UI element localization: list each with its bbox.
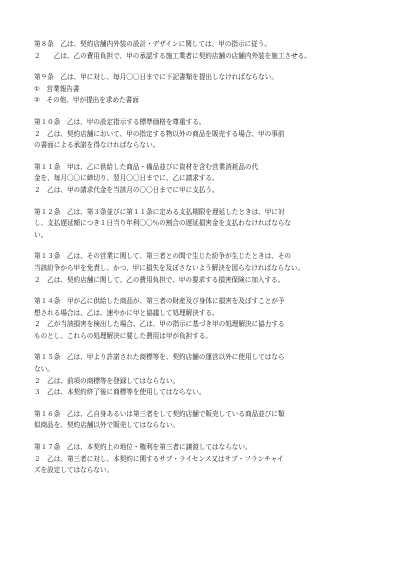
article-line: ① 営業報告書: [34, 84, 80, 93]
article-line: ズを設定してはならない。: [34, 466, 114, 475]
article-line: ２ 乙は、甲の請求代金を当該月の〇〇日までに甲に支払う。: [34, 185, 219, 194]
paragraph-gap: [34, 342, 384, 352]
article-line: ない。: [34, 365, 54, 374]
article-line: 第１７条 乙は、本契約上の地位・権利を第三者に譲渡してはならない。: [34, 443, 252, 452]
paragraph-gap: [34, 432, 384, 442]
article-line: ２ 乙は、契約店舗において、甲の指定する物以外の商品を販売する場合、甲の事前: [34, 129, 285, 138]
article-line: 第１６条 乙は、乙自身あるいは第三者をして契約店舗で販売している商品並びに類: [34, 409, 285, 418]
article-line: ２ 乙は、第三者に対し、本契約に関するサブ・ライセンス又はサブ・フランチャイ: [34, 454, 284, 463]
article-line: ３ 乙は、本契約終了後に商標等を使用してはならない。: [34, 388, 206, 397]
article-line: 当該紛争から甲を免責し、かつ、甲に損失を及ぼさないよう解決を図らなければならない。: [34, 263, 305, 272]
article-block: [34, 409, 384, 432]
article-block: [34, 207, 384, 242]
article-block: [34, 72, 384, 107]
article-line: 第１０条 乙は、甲の設定指示する標準価格を尊重する。: [34, 117, 206, 126]
document-body: [34, 39, 384, 477]
article-line: ２ 乙は、契約店舗に関して、乙の費用負担で、甲の要求する損害保険に加入する。: [34, 275, 285, 284]
article-line: ものとし、これらの処理解決に要した費用は甲が負担する。: [34, 331, 213, 340]
article-line: 想される場合は、乙は、速やかに甲と協議して処理解決する。: [34, 308, 219, 317]
article-line: い。: [34, 230, 48, 239]
article-block: [34, 39, 384, 62]
paragraph-gap: [34, 107, 384, 117]
article-line: 第１２条 乙は、第３条並びに第１１条に定める支払期限を遅延したときは、甲に対: [34, 207, 285, 216]
article-block: [34, 442, 384, 477]
article-block: [34, 117, 384, 152]
article-block: [34, 352, 384, 398]
article-line: 第１３条 乙は、その営業に関して、第三者との間で生じた紛争が生じたときは、その: [34, 252, 292, 261]
article-line: ２ 乙が当該損害を検出した場合、乙は、甲の指示に基づき甲の処理解決に協力する: [34, 320, 285, 329]
article-line: ② その他、甲が提出を求めた書面: [34, 96, 139, 105]
article-line: 第１１条 甲は、乙に供給した商品・備品並びに資材を含む営業消耗品の代: [34, 162, 259, 171]
paragraph-gap: [34, 152, 384, 162]
paragraph-gap: [34, 241, 384, 251]
article-line: 第１４条 甲が乙に供給した商品が、第三者の財産及び身体に損害を及ぼすことが予: [34, 297, 285, 306]
article-line: ２ 乙は、前項の商標等を登録してはならない。: [34, 376, 180, 385]
article-line: 第９条 乙は、甲に対し、毎月〇〇日までに下記書類を提出しなければならない。: [34, 73, 278, 82]
article-line: 第１５条 乙は、甲より許諾された商標等を、契約店舗の運営以外に使用してはなら: [34, 353, 285, 362]
article-line: 第８条 乙は、契約店舗内外装の設計・デザインに関しては、甲の指示に従う。: [34, 40, 271, 48]
paragraph-gap: [34, 399, 384, 409]
article-line: 似商品を、契約店舗以外で販売してはならない。: [34, 421, 180, 430]
article-block: [34, 296, 384, 342]
article-line: 金を、毎月〇〇に締切り、翌月〇〇日までに、乙に請求する。: [34, 174, 219, 183]
article-line: の書面による承諾を得なければならない。: [34, 141, 160, 150]
paragraph-gap: [34, 197, 384, 207]
paragraph-gap: [34, 286, 384, 296]
article-block: [34, 251, 384, 286]
paragraph-gap: [34, 62, 384, 72]
article-line: し、支払遅延額につき１日当り年利〇〇％の割合の遅延損害金を支払わなければならな: [34, 219, 292, 228]
article-block: [34, 162, 384, 197]
article-line: ２ 乙は、乙の費用負担で、甲の承認する施工業者に契約店舗の店舗内外装を施工させる。: [34, 51, 311, 60]
